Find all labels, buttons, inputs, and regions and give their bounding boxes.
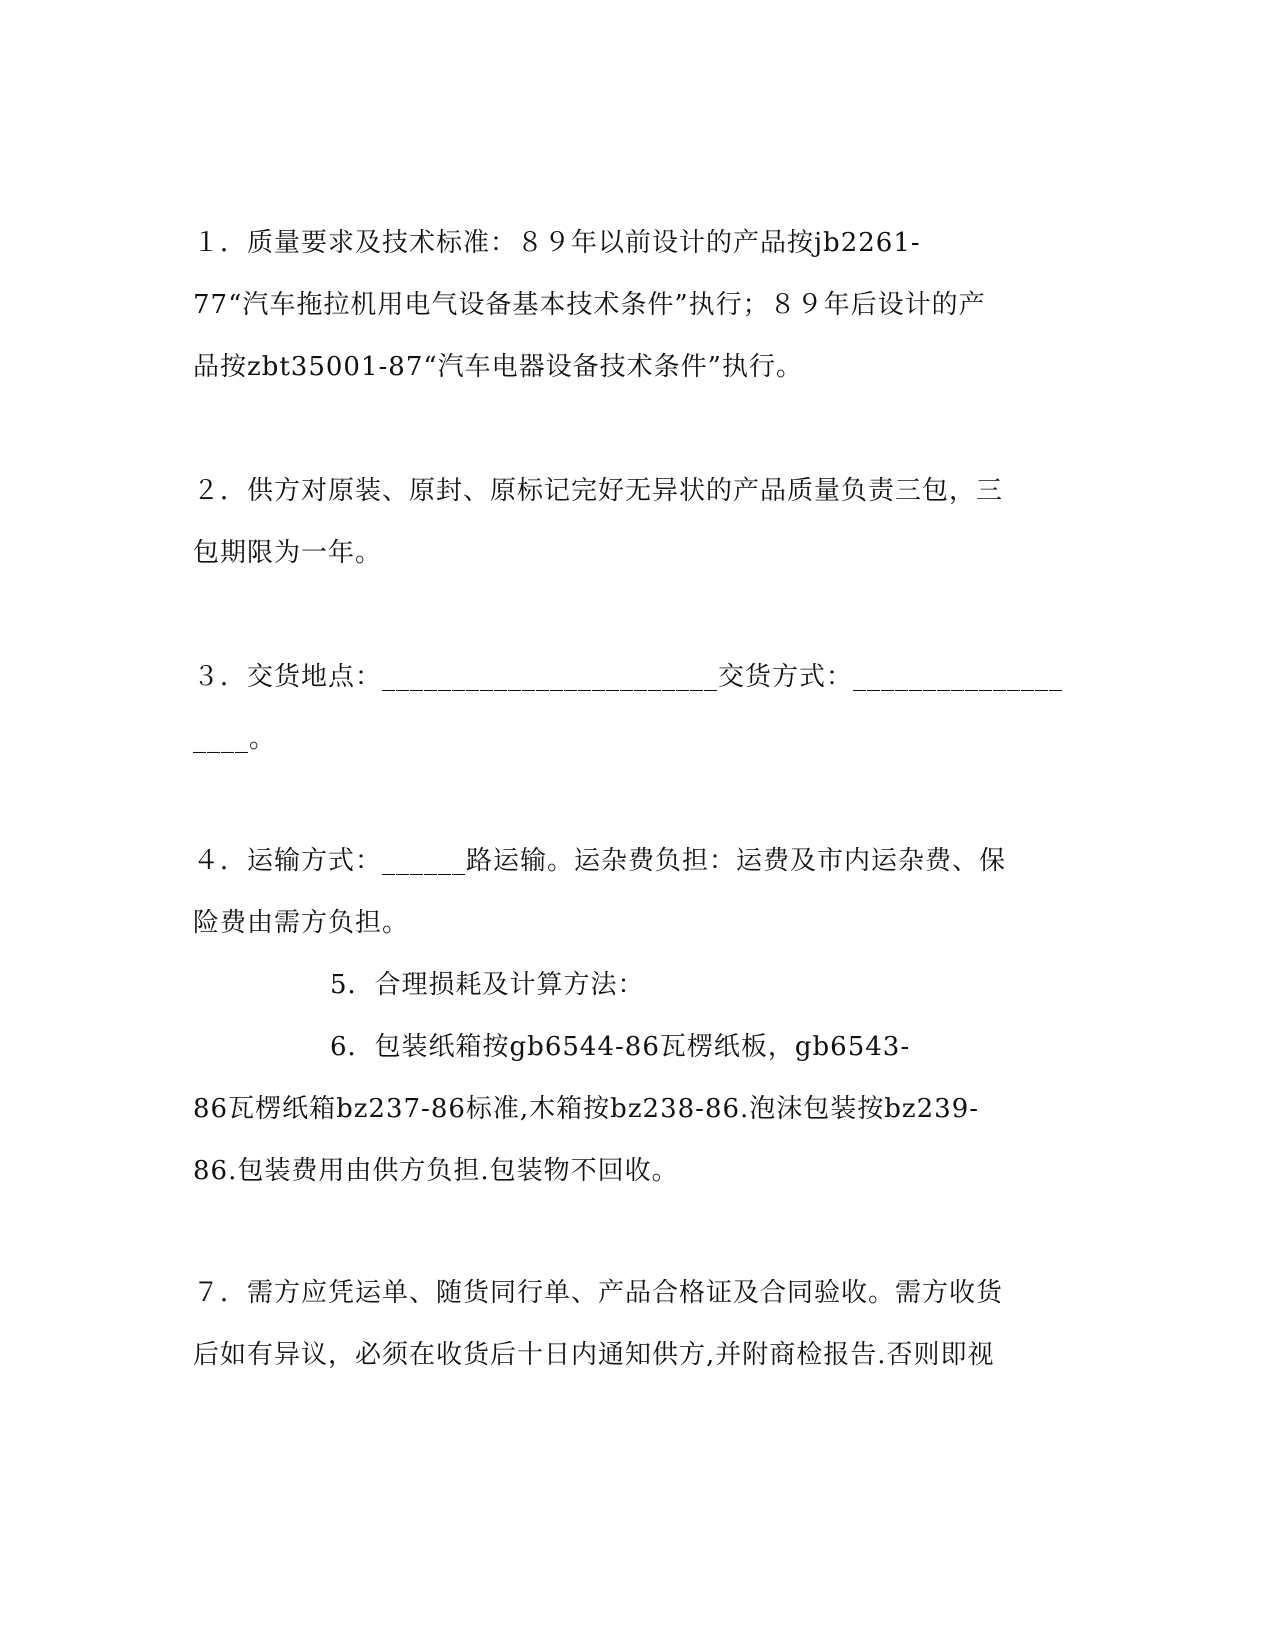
clause-6-line-1: 6．包装纸箱按gb6544-86瓦楞纸板，gb6543- <box>330 1032 911 1062</box>
clause-5-line-1: 5．合理损耗及计算方法： <box>330 970 645 1000</box>
clause-1-line-1: １．质量要求及技术标准：８９年以前设计的产品按jb2261- <box>193 228 921 258</box>
clause-1-line-3: 品按zbt35001-87“汽车电器设备技术条件”执行。 <box>193 352 803 382</box>
clause-1-line-2: 77“汽车拖拉机用电气设备基本技术条件”执行；８９年后设计的产 <box>193 290 986 320</box>
clause-4-line-2: 险费由需方负担。 <box>193 908 410 938</box>
clause-4-line-1: ４．运输方式：______路运输。运杂费负担：运费及市内运杂费、保 <box>193 846 1007 876</box>
clause-3-line-1: ３．交货地点：________________________交货方式：_______________ <box>193 662 1064 692</box>
clause-7-line-2: 后如有异议，必须在收货后十日内通知供方,并附商检报告.否则即视 <box>193 1340 995 1370</box>
clause-2-line-1: ２．供方对原装、原封、原标记完好无异状的产品质量负责三包，三 <box>193 476 1004 506</box>
clause-6-line-3: 86.包装费用由供方负担.包装物不回收。 <box>193 1156 679 1186</box>
clause-3-line-2: ____。 <box>193 724 277 754</box>
clause-6-line-2: 86瓦楞纸箱bz237-86标准,木箱按bz238-86.泡沫包装按bz239- <box>193 1094 980 1124</box>
clause-7-line-1: ７．需方应凭运单、随货同行单、产品合格证及合同验收。需方收货 <box>193 1278 1004 1308</box>
clause-2-line-2: 包期限为一年。 <box>193 538 383 568</box>
